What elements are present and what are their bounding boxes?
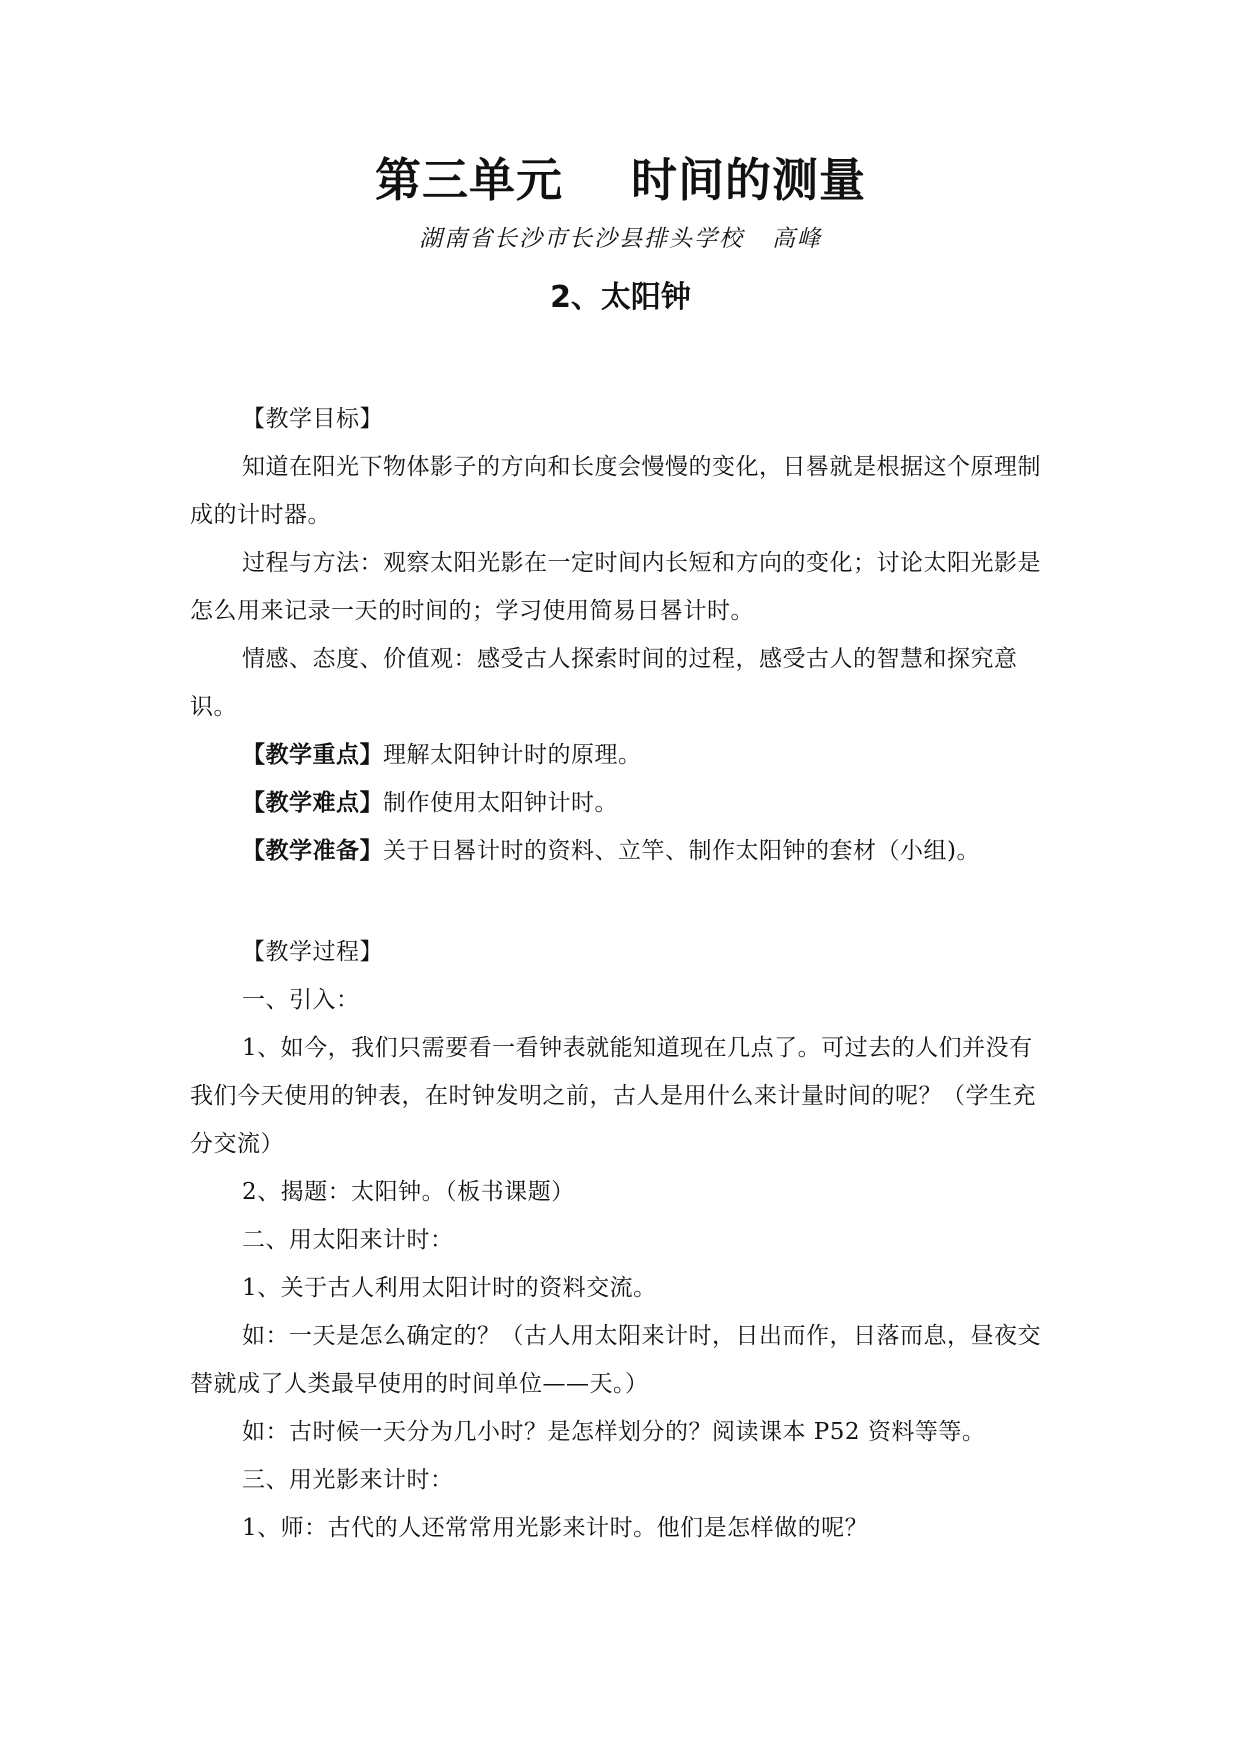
sun-item-1: 1、关于古人利用太阳计时的资料交流。 xyxy=(242,1275,657,1301)
key-point-label: 【教学重点】 xyxy=(242,742,383,768)
preparation-label: 【教学准备】 xyxy=(242,838,383,864)
preparation-line xyxy=(190,827,1055,875)
key-point-line xyxy=(190,731,1055,779)
section-sun-heading: 二、用太阳来计时： xyxy=(242,1227,454,1253)
objectives-section xyxy=(190,395,1055,875)
section-intro-heading: 一、引入： xyxy=(242,987,360,1013)
sun-item-3: 如：古时候一天分为几小时？是怎样划分的？阅读课本 P52 资料等等。 xyxy=(242,1419,986,1445)
sun-item-2: 如：一天是怎么确定的？（古人用太阳来计时，日出而作，日落而息，昼夜交替就成了人类最早使用的时间单位——天。） xyxy=(190,1323,1041,1397)
difficulty-text: 制作使用太阳钟计时。 xyxy=(383,790,618,816)
section-shadow-heading: 三、用光影来计时： xyxy=(242,1467,454,1493)
objective-process: 过程与方法：观察太阳光影在一定时间内长短和方向的变化；讨论太阳光影是怎么用来记录一天的时间的；学习使用简易日晷计时。 xyxy=(190,550,1041,624)
shadow-item-1: 1、师：古代的人还常常用光影来计时。他们是怎样做的呢？ xyxy=(242,1515,869,1541)
intro-item-1: 1、如今，我们只需要看一看钟表就能知道现在几点了。可过去的人们并没有我们今天使用的钟表，在时钟发明之前，古人是用什么来计量时间的呢？（学生充分交流） xyxy=(190,1035,1036,1157)
process-heading: 【教学过程】 xyxy=(242,939,383,965)
difficulty-label: 【教学难点】 xyxy=(242,790,383,816)
process-section xyxy=(190,928,1055,1552)
intro-item-2: 2、揭题：太阳钟。（板书课题） xyxy=(242,1179,575,1205)
difficulty-line xyxy=(190,779,1055,827)
unit-title: 第三单元 时间的测量 xyxy=(374,153,867,207)
objective-knowledge: 知道在阳光下物体影子的方向和长度会慢慢的变化，日晷就是根据这个原理制成的计时器。 xyxy=(190,454,1041,528)
lesson-title: 2、太阳钟 xyxy=(550,280,691,315)
objective-values: 情感、态度、价值观：感受古人探索时间的过程，感受古人的智慧和探究意识。 xyxy=(190,646,1018,720)
objectives-heading: 【教学目标】 xyxy=(242,406,383,432)
preparation-text: 关于日晷计时的资料、立竿、制作太阳钟的套材（小组)。 xyxy=(383,838,980,864)
author-line: 湖南省长沙市长沙县排头学校 高峰 xyxy=(419,226,822,252)
key-point-text: 理解太阳钟计时的原理。 xyxy=(383,742,642,768)
